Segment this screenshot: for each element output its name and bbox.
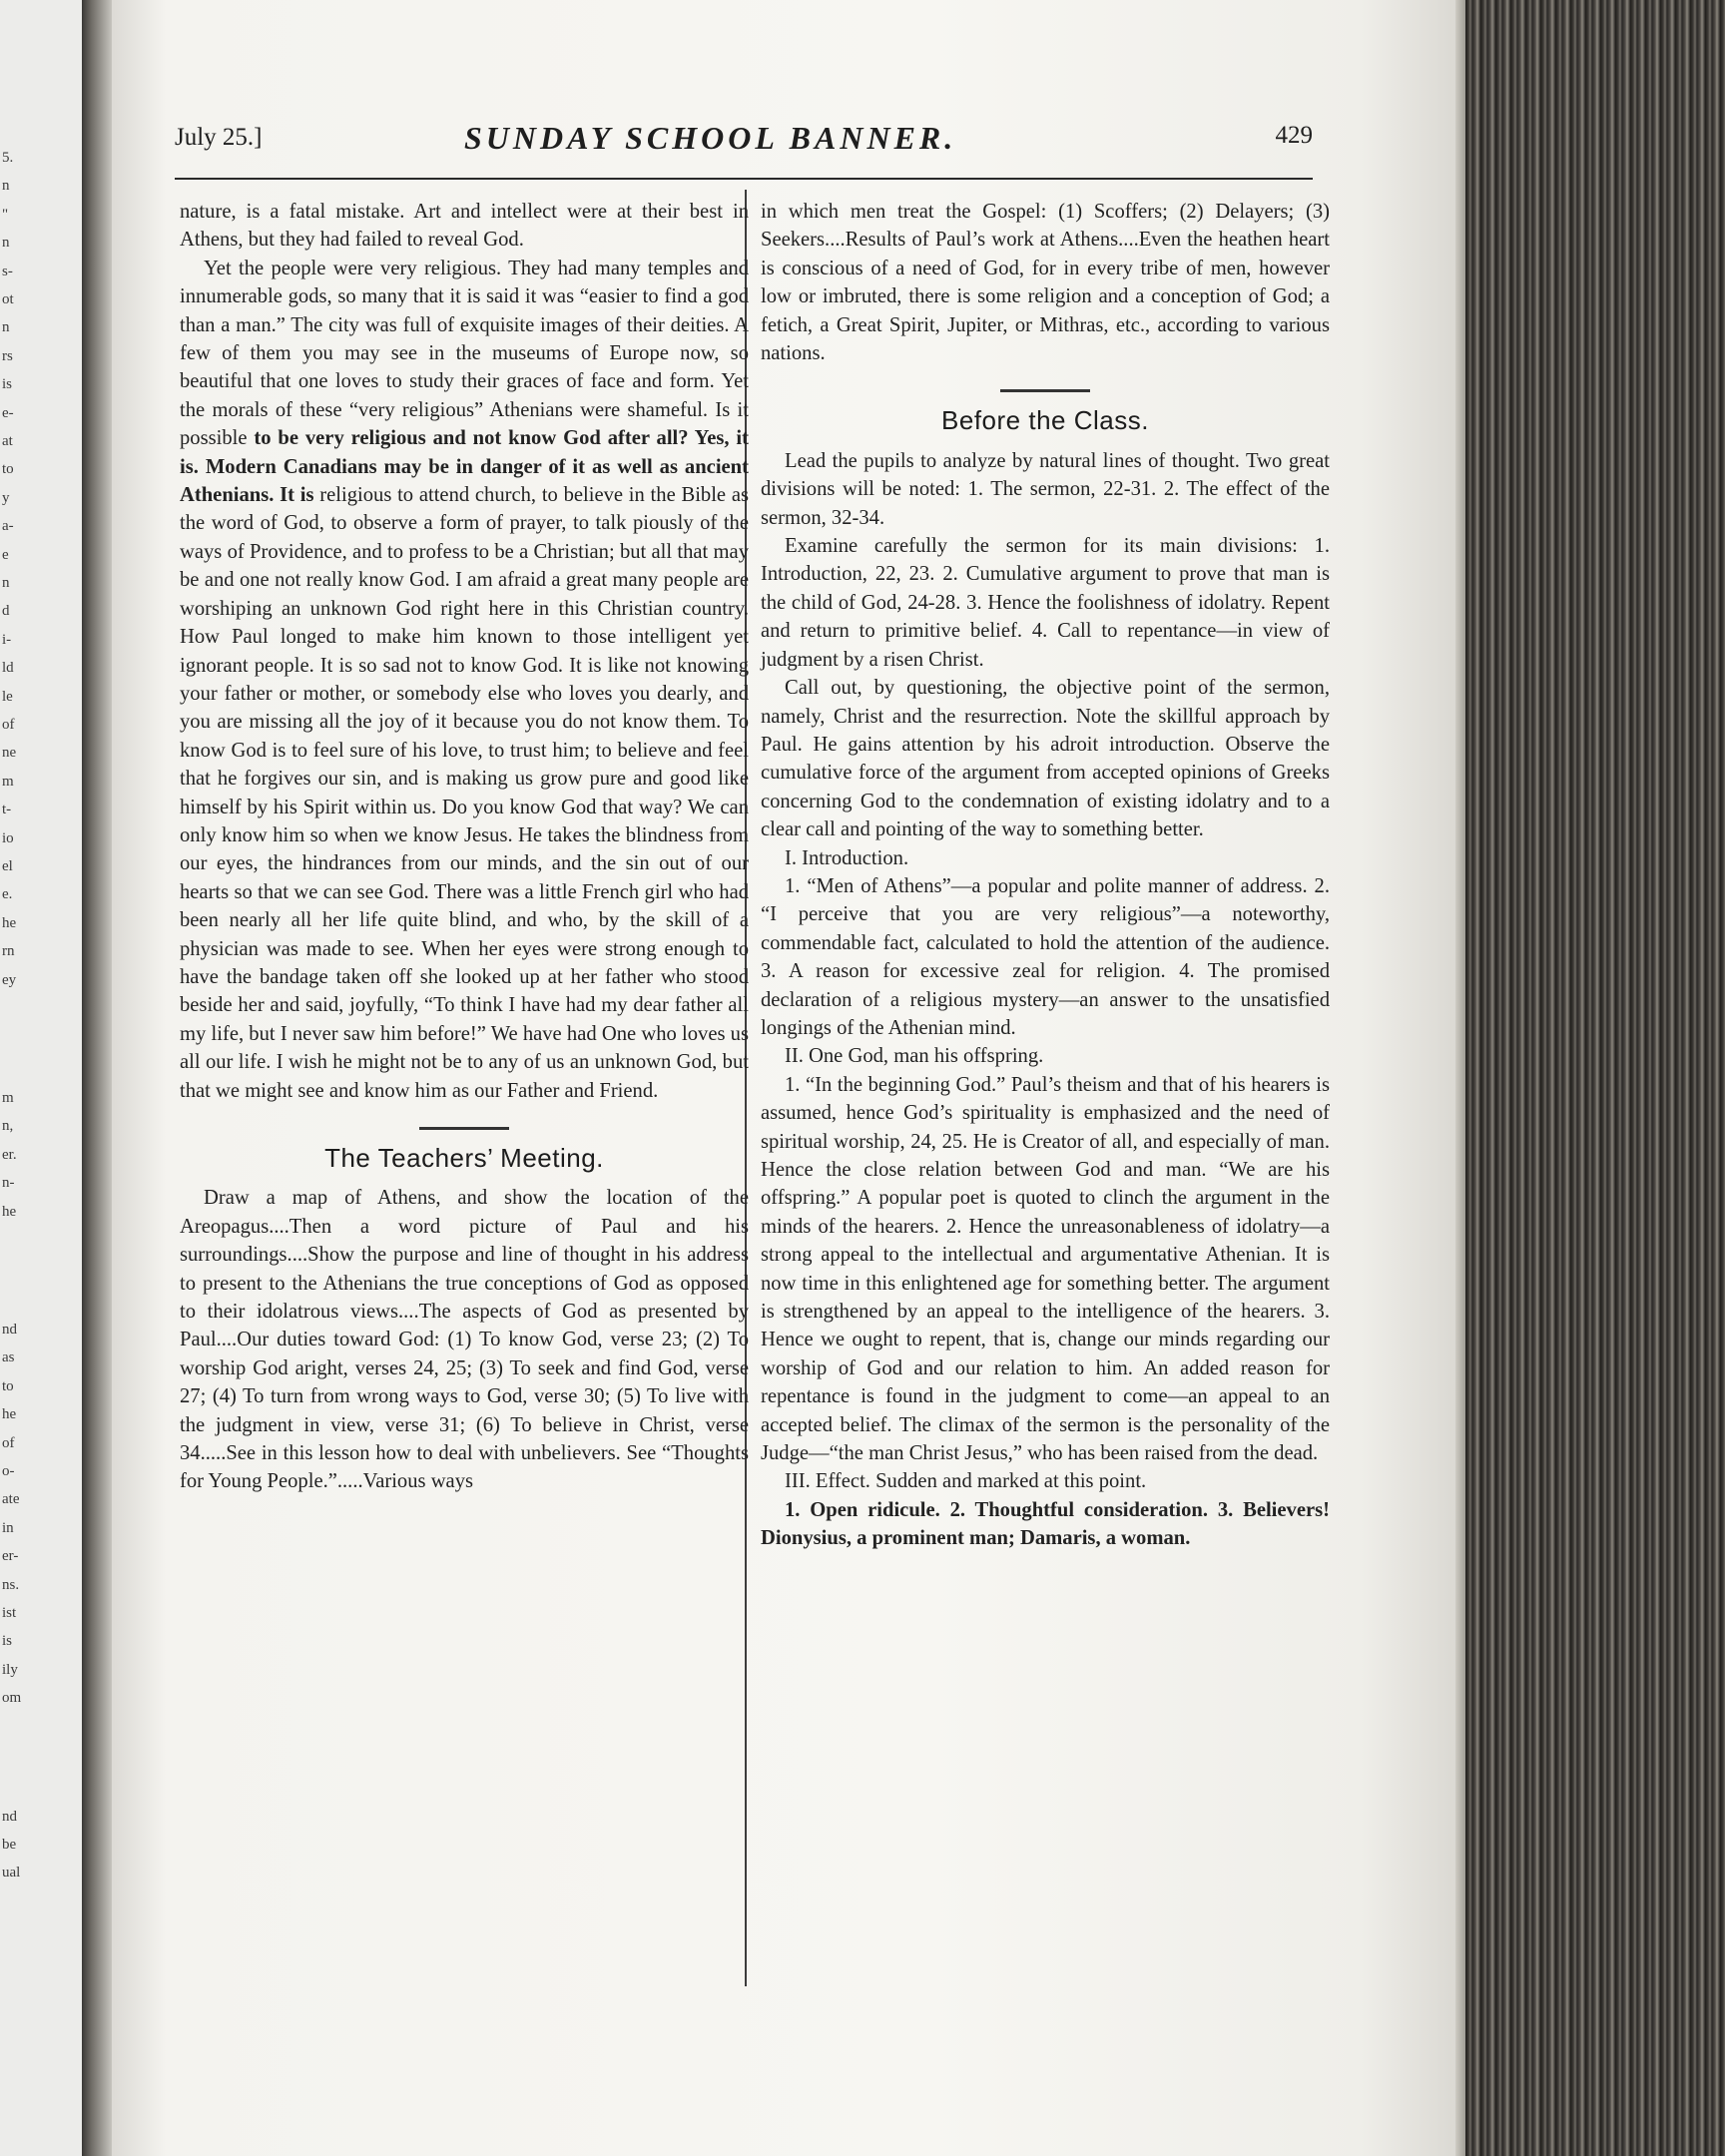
- header-title: SUNDAY SCHOOL BANNER.: [464, 120, 957, 156]
- facing-page-fragment: to: [2, 1377, 14, 1394]
- facing-page-fragment: er-: [2, 1548, 19, 1565]
- facing-page-fragment: om: [2, 1690, 22, 1707]
- paragraph: 1. Open ridicule. 2. Thoughtful consideration. 3. Believers! Dionysius, a prominent man; Damaris, a woman.: [761, 1498, 1330, 1550]
- facing-page-fragment: s-: [2, 263, 13, 279]
- facing-page-fragment: n,: [2, 1118, 14, 1135]
- facing-page-fragment: ily: [2, 1661, 18, 1678]
- paragraph: Draw a map of Athens, and show the location of the Areopagus....Then a word picture of Paul and his surroundings....Show the purpose and line of thought in his address to present to the Athenians the true conceptions of God as opposed to their idolatrous views....The aspects of God as presented by Paul....Our duties toward God: (1) To know God, verse 23; (2) To worship God aright, verses 24, 25; (3) To seek and find God, verse 27; (4) To turn from wrong ways to God, verse 30; (5) To live with the judgment in view, verse 31; (6) To believe in Christ, verse 34.....See in this lesson how to deal with unbelievers. See “Thoughts for Young People.”.....Various ways: [180, 1187, 749, 1493]
- facing-page-fragment: n: [2, 235, 10, 252]
- facing-page-fragment: he: [2, 1203, 17, 1220]
- facing-page-fragment: el: [2, 858, 13, 874]
- facing-page-fragment: e: [2, 546, 9, 563]
- facing-page-fragment: ist: [2, 1605, 17, 1621]
- facing-page-fragment: ey: [2, 971, 17, 988]
- facing-page-fragment: in: [2, 1519, 14, 1536]
- facing-page-fragment: er.: [2, 1146, 17, 1163]
- facing-page-fragment: i-: [2, 631, 12, 648]
- facing-page-fragment: ot: [2, 291, 14, 307]
- facing-page-fragment: ne: [2, 745, 17, 762]
- facing-page-fragment: o-: [2, 1463, 15, 1479]
- facing-page-fragment: rn: [2, 943, 15, 960]
- facing-page-fragment: ate: [2, 1491, 20, 1508]
- paragraph: Examine carefully the sermon for its main divisions: 1. Introduction, 22, 23. 2. Cumulative argument to prove that man is the child of God, 24-28. 3. Hence the foolishness of idolatry. Repent and return to primitive belief. 4. Call to repentance—in view of judgment by a risen Christ.: [761, 535, 1330, 671]
- facing-page-fragment: rs: [2, 347, 13, 364]
- section-heading-before-the-class: Before the Class.: [941, 405, 1149, 436]
- facing-page-fragment: e.: [2, 886, 13, 903]
- facing-page-fragment: to: [2, 461, 14, 478]
- facing-page-fragment: t-: [2, 802, 12, 818]
- facing-page-fragment: ual: [2, 1865, 21, 1882]
- facing-page-fragment: is: [2, 376, 13, 393]
- facing-page-fragment: be: [2, 1837, 17, 1853]
- right-column: [761, 198, 1330, 1553]
- facing-page-fragment: d: [2, 603, 10, 620]
- facing-page-fragment: n-: [2, 1175, 15, 1192]
- paragraph: Call out, by questioning, the objective point of the sermon, namely, Christ and the resurrection. Note the skillful approach by Paul. He gains attention by his adroit introduction. Observe the cumulative force of the argument from accepted opinions of Greeks concerning God to the condemnation of existing idolatry and to a clear call and pointing of the way to something better.: [761, 677, 1330, 841]
- left-column: [180, 198, 749, 1496]
- section-rule: [1000, 389, 1090, 392]
- facing-page-fragment: n: [2, 575, 10, 591]
- header-rule: [175, 178, 1313, 180]
- book-spine: [1465, 0, 1725, 2156]
- section-rule: [419, 1127, 509, 1130]
- running-header: [175, 118, 1313, 164]
- facing-page-fragment: ns.: [2, 1576, 20, 1593]
- facing-page-fragment: io: [2, 829, 14, 846]
- paragraph: nature, is a fatal mistake. Art and intellect were at their best in Athens, but they had failed to reveal God.: [180, 201, 749, 252]
- section-heading-teachers-meeting: The Teachers’ Meeting.: [324, 1143, 604, 1173]
- facing-page-fragment: as: [2, 1349, 15, 1366]
- facing-page-fragment: of: [2, 717, 15, 733]
- facing-page-text-fragments: [2, 0, 30, 2156]
- facing-page-fragment: nd: [2, 1322, 17, 1338]
- facing-page-fragment: he: [2, 1406, 17, 1423]
- paragraph: I. Introduction.: [785, 846, 909, 869]
- facing-page-fragment: he: [2, 914, 17, 931]
- facing-page-fragment: m: [2, 773, 14, 790]
- page-number: 429: [1275, 122, 1313, 149]
- facing-page-fragment: y: [2, 489, 10, 506]
- paragraph-text: Yet the people were very religious. They had many temples and innumerable gods, so many that it is said it was “easier to find a god than a man.” The city was full of exquisite images of their deities. A few of them you may see in the museums of Europe now, so beautiful that one loves to study their graces of face and form. Yet the morals of these “very religious” Athenians were shameful. Is it possible: [180, 257, 749, 450]
- facing-page-fragment: n: [2, 319, 10, 336]
- header-date: July 25.]: [175, 124, 263, 151]
- facing-page-fragment: is: [2, 1633, 13, 1650]
- paragraph: [180, 255, 749, 1105]
- facing-page-fragment: 5.: [2, 150, 14, 166]
- facing-page-fragment: ld: [2, 660, 14, 677]
- paragraph: III. Effect. Sudden and marked at this point.: [785, 1470, 1147, 1493]
- paragraph: 1. “In the beginning God.” Paul’s theism and that of his hearers is assumed, hence God’s spirituality is emphasized and the need of spiritual worship, 24, 25. He is Creator of all, and especially of man. Hence the close relation between God and man. “We are his offspring.” A popular poet is quoted to clinch the argument in the minds of the hearers. 2. Hence the unreasonableness of idolatry—a strong appeal to the intellectual and argumentative Athenian. It is now time in this enlightened age for something better. The argument is strengthened by an appeal to the intelligence of the hearers. 3. Hence we ought to repent, that is, change our minds regarding our worship of God and our relation to him. An added reason for repentance is found in the judgment to come—an appeal to an accepted belief. The climax of the sermon is the personality of the Judge—“the man Christ Jesus,” who has been raised from the dead.: [761, 1073, 1330, 1465]
- facing-page-fragment: m: [2, 1090, 14, 1106]
- gutter-shadow: [82, 0, 114, 2156]
- facing-page-fragment: ": [2, 206, 9, 223]
- bold-passage: to be very religious and not know God after all? Yes, it is. Modern Canadians may be in danger of it as well as ancient Athenians. It is: [180, 427, 749, 507]
- paragraph: II. One God, man his offspring.: [785, 1045, 1044, 1068]
- facing-page-edge: [0, 0, 85, 2156]
- paragraph-text: religious to attend church, to believe in the Bible as the word of God, to observe a form of prayer, to talk piously of the ways of Providence, and to profess to be a Christian; but all that may be and one not really know God. I am afraid a great many people are worshiping an unknown God right here in this Christian country. How Paul longed to make him known to those intelligent yet ignorant people. It is so sad not to know God. It is like not knowing your father or mother, or somebody else who loves you dearly, and you are missing all the joy of it because you do not know them. To know God is to feel sure of his love, to trust him; to believe and feel that he forgives our sin, and is making us grow pure and good like himself by his Spirit within us. Do you know God that way? We can only know him so when we know Jesus. He takes the blindness from our eyes, the hindrances from our minds, and the sin out of our hearts so that we can see God. There was a little French girl who had been nearly all her life quite blind, and who, by the skill of a physician was made to see. When her eyes were strong enough to have the bandage taken off she looked up at her father who stood beside her and said, joyfully, “To think I have had my dear father all my life, but I never saw him before!” We have had One who loves us all our life. I wish he might not be to any of us an unknown God, but that we might see and know him as our Father and Friend.: [180, 484, 749, 1102]
- facing-page-fragment: nd: [2, 1808, 17, 1825]
- paragraph: Lead the pupils to analyze by natural lines of thought. Two great divisions will be noted: 1. The sermon, 22-31. 2. The effect of the sermon, 32-34.: [761, 449, 1330, 529]
- facing-page-fragment: at: [2, 433, 13, 449]
- paragraph: 1. “Men of Athens”—a popular and polite manner of address. 2. “I perceive that you are very religious”—a noteworthy, commendable fact, calculated to hold the attention of the audience. 3. A reason for excessive zeal for religion. 4. The promised declaration of a religious mystery—an answer to the unsatisfied longings of the Athenian mind.: [761, 874, 1330, 1039]
- facing-page-fragment: n: [2, 178, 10, 195]
- facing-page-fragment: of: [2, 1434, 15, 1451]
- facing-page-fragment: e-: [2, 404, 14, 421]
- facing-page-fragment: le: [2, 688, 13, 705]
- facing-page-fragment: a-: [2, 518, 14, 535]
- paragraph: in which men treat the Gospel: (1) Scoffers; (2) Delayers; (3) Seekers....Results of Paul’s work at Athens....Even the heathen heart is conscious of a need of God, for in every tribe of men, however low or imbruted, there is some religion and a conception of God; a fetich, a Great Spirit, Jupiter, or Mithras, etc., according to various nations.: [761, 201, 1330, 365]
